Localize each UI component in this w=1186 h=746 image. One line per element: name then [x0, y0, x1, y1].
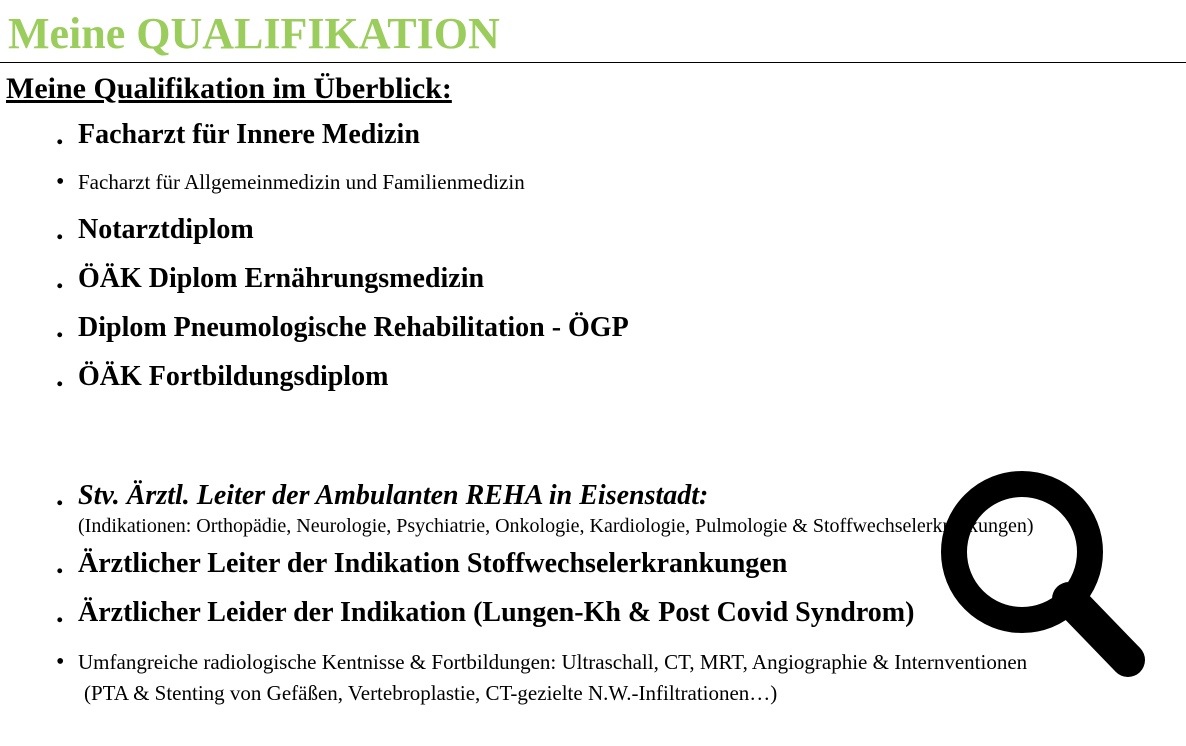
- list-item-label: Ärztlicher Leider der Indikation (Lungen-Kh & Post Covid Syndrom): [78, 597, 915, 628]
- list-item-label: Facharzt für Allgemeinmedizin und Familienmedizin: [78, 170, 525, 194]
- bullet-icon: .: [56, 213, 64, 246]
- list-item-label: Notarztdiplom: [78, 214, 254, 245]
- qualification-list-secondary: [0, 473, 1186, 709]
- list-item: [0, 205, 1186, 254]
- list-item: [0, 303, 1186, 352]
- bullet-icon: .: [56, 262, 64, 295]
- list-item: [0, 352, 1186, 401]
- list-item-label: Stv. Ärztl. Leiter der Ambulanten REHA in Eisenstadt:: [78, 480, 709, 511]
- list-item-label: ÖÄK Fortbildungsdiplom: [78, 361, 389, 392]
- bullet-icon: .: [56, 547, 64, 580]
- bullet-icon: .: [56, 311, 64, 344]
- list-item: [0, 647, 1186, 709]
- list-item: [0, 110, 1186, 159]
- list-item-label-line2: (PTA & Stenting von Gefäßen, Vertebroplastie, CT-gezielte N.W.-Infiltrationen…): [84, 681, 778, 705]
- page-title: Meine QUALIFIKATION: [8, 9, 500, 58]
- list-item: [0, 588, 1186, 637]
- bullet-icon: .: [56, 360, 64, 393]
- bullet-icon: •: [56, 649, 65, 675]
- bullet-icon: .: [56, 479, 64, 512]
- list-item: [0, 539, 1186, 588]
- list-item: [0, 159, 1186, 205]
- list-item-label: Diplom Pneumologische Rehabilitation - ÖGP: [78, 312, 629, 343]
- list-item-label: ÖÄK Diplom Ernährungsmedizin: [78, 263, 485, 294]
- bullet-icon: .: [56, 118, 64, 151]
- list-item: [0, 473, 1186, 519]
- section-subtitle: Meine Qualifikation im Überblick:: [6, 72, 452, 105]
- bullet-icon: .: [56, 596, 64, 629]
- list-item-label: Umfangreiche radiologische Kentnisse & Fortbildungen: Ultraschall, CT, MRT, Angiographie & Internventionen: [78, 650, 1028, 674]
- list-item-label: Facharzt für Innere Medizin: [78, 119, 420, 150]
- section-spacer: [0, 401, 1186, 473]
- list-item: [0, 254, 1186, 303]
- bullet-icon: •: [56, 169, 65, 195]
- parenthetical-note: (Indikationen: Orthopädie, Neurologie, Psychiatrie, Onkologie, Kardiologie, Pulmologie & Stoffwechselerkrankungen): [78, 515, 1034, 537]
- list-item-label: Ärztlicher Leiter der Indikation Stoffwechselerkrankungen: [78, 548, 788, 579]
- qualification-list-primary: [0, 110, 1186, 401]
